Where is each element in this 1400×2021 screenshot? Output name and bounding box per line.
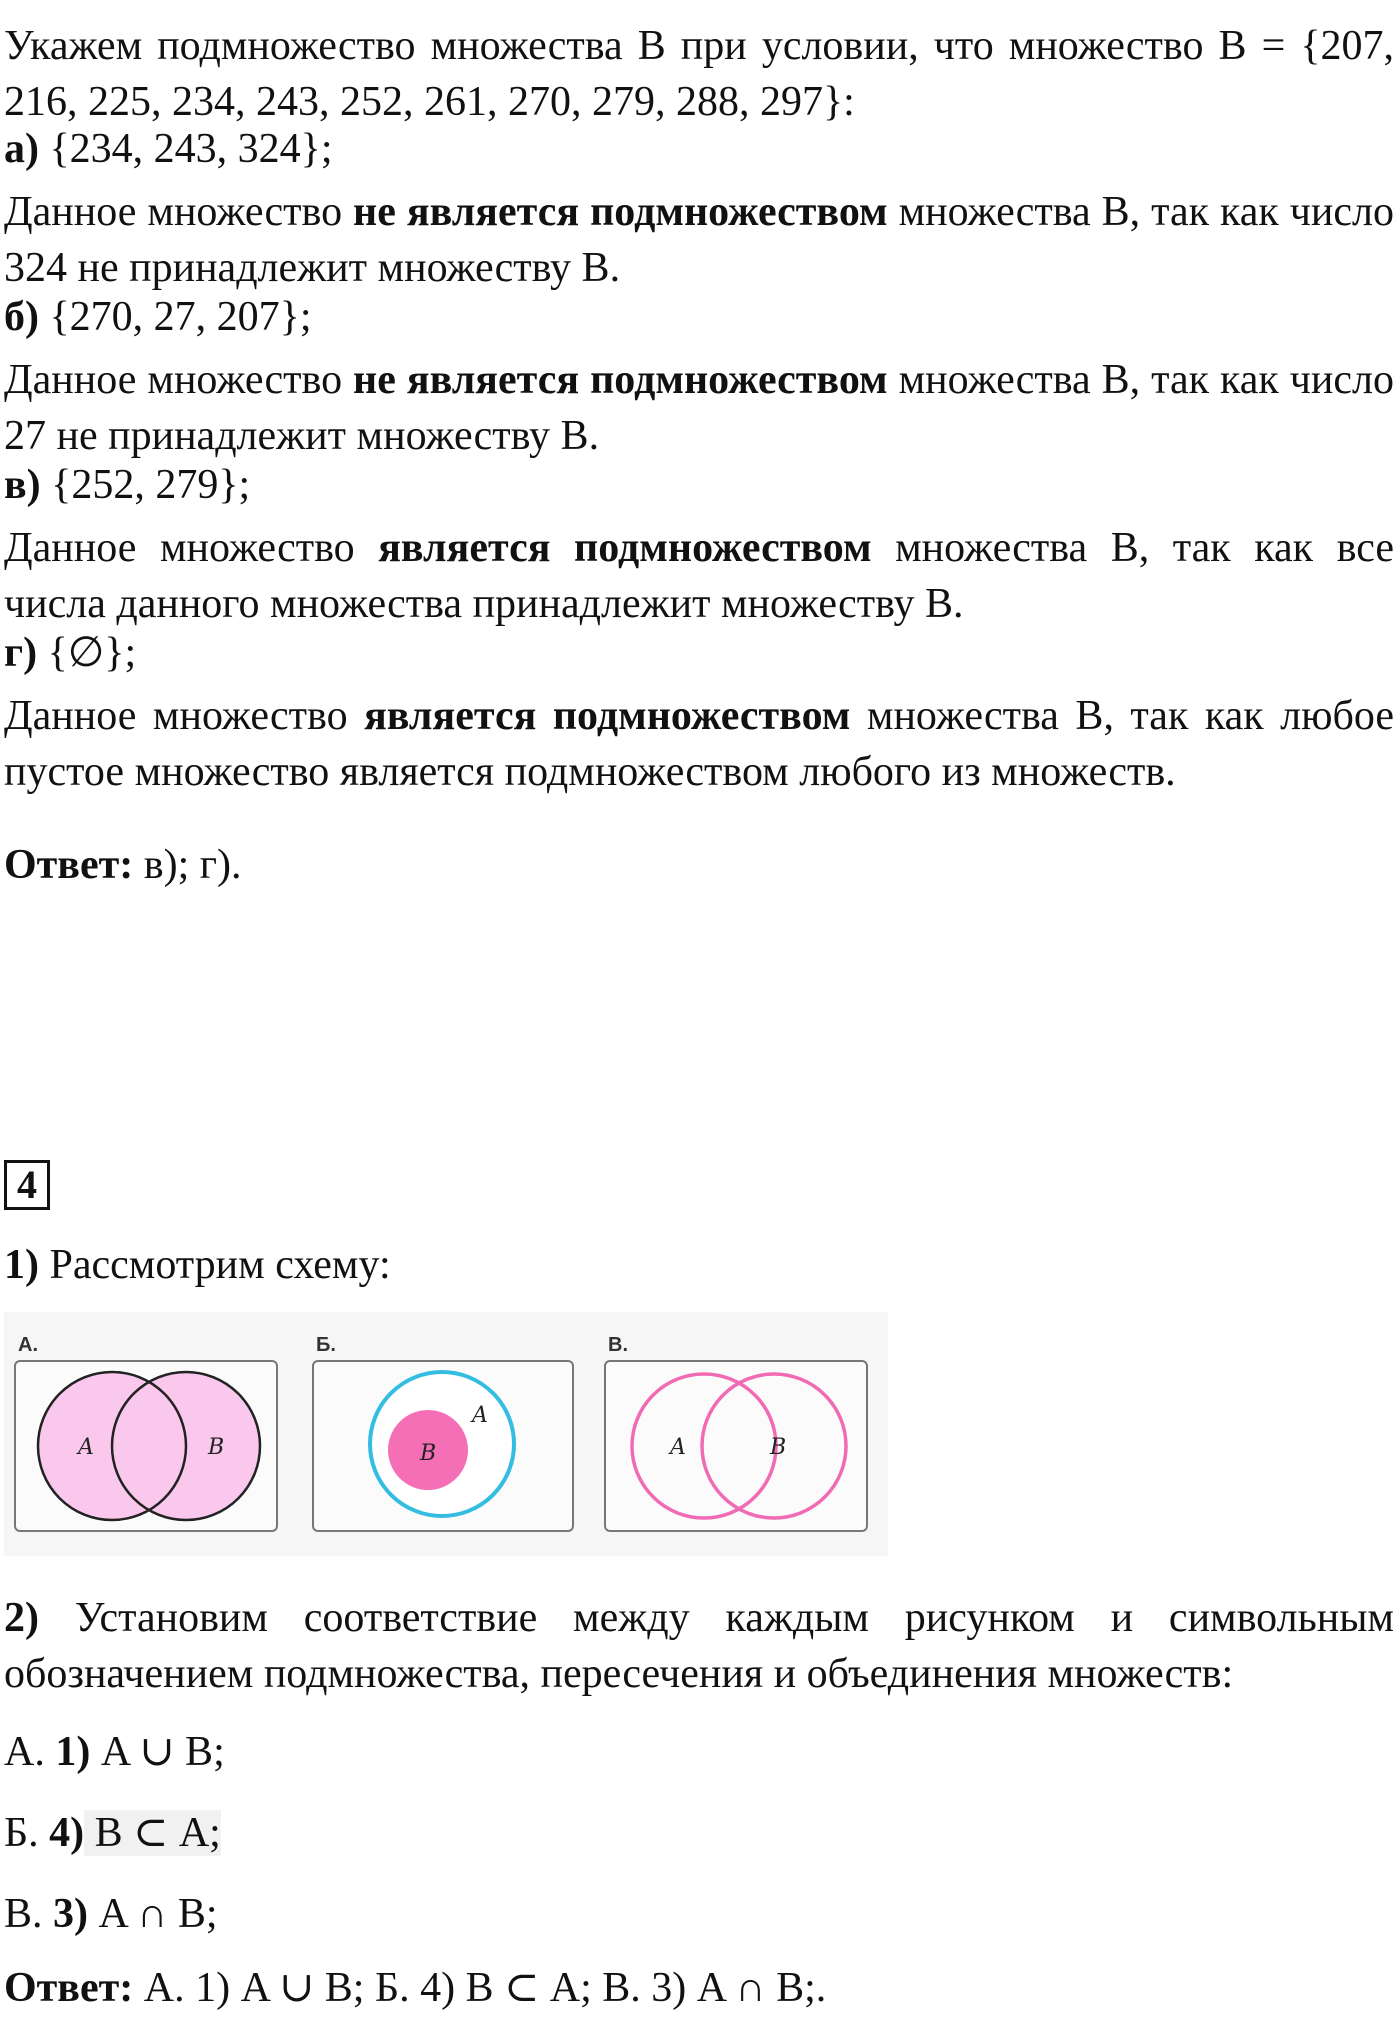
item-g-set [4,625,1394,681]
item-a-label: а) [4,126,39,172]
item-a-set-value: {234, 243, 324}; [39,126,333,172]
item-v-exp-pre: Данное множество [4,525,379,571]
match-a-letter: А. [4,1729,56,1775]
panel-a-set-b: B [208,1435,225,1460]
item-v-exp-post: множества В, так как все числа данного множества принадлежит множеству В. [4,525,1394,627]
step-1 [4,1237,1394,1293]
item-g-exp-bold: является подмножеством [364,693,851,739]
panel-b-subset [312,1360,574,1532]
item-b-set [4,289,1394,345]
item-b-explanation [4,352,1394,464]
item-a-exp-post: множества В, так как число 324 не принадлежит множеству В. [4,189,1394,291]
step-2 [4,1590,1394,1702]
match-a-num: 1) [55,1729,91,1775]
task-number-box [4,1160,50,1210]
panel-v-label: В. [608,1334,628,1356]
answer-1 [4,837,1394,893]
item-a-exp-bold: не является подмножеством [353,189,888,235]
item-a-explanation [4,184,1394,296]
item-g-label: г) [4,630,38,676]
step-2-label: 2) [4,1595,39,1641]
venn-figure [4,1312,888,1556]
step-2-text: Установим соответствие между каждым рисунком и символьным обозначением подмножества, пересечения и объединения множеств: [4,1595,1394,1697]
item-g-exp-post: множества В, так как любое пустое множество является подмножеством любого из множеств. [4,693,1394,795]
panel-a-set-a: A [78,1435,94,1460]
step-1-text: Рассмотрим схему: [39,1242,391,1288]
match-v [4,1886,1394,1942]
match-v-expr: A ∩ B; [88,1891,218,1937]
venn-subset-diagram [314,1362,572,1530]
task-number: 4 [4,1160,50,1210]
panel-v-intersection [604,1360,868,1532]
panel-v-set-a: A [670,1435,686,1460]
answer-2 [4,1960,1394,2016]
match-a [4,1724,1394,1780]
panel-b-label: Б. [316,1334,336,1356]
venn-union-diagram [16,1362,276,1530]
match-b-num: 4) [49,1810,85,1856]
intro-text: Укажем подмножество множества В при условии, что множество В = {207, 216, 225, 234, 243, 252, 261, 270, 279, 288, 297}: [4,23,1394,125]
panel-b-set-b: B [420,1441,437,1466]
match-b-letter: Б. [4,1810,50,1856]
panel-b-set-a: A [472,1403,488,1428]
item-a-set [4,121,1394,177]
answer-2-label: Ответ: [4,1965,134,2011]
item-v-explanation [4,520,1394,632]
answer-2-text: А. 1) A ∪ B; Б. 4) В ⊂ А; В. 3) A ∩ B;. [133,1965,827,2011]
panel-a-label: А. [18,1334,38,1356]
item-a-exp-pre: Данное множество [4,189,354,235]
item-b-label: б) [4,294,39,340]
match-b [4,1805,1394,1861]
item-g-set-value: {∅}; [37,630,137,676]
panel-a-union [14,1360,278,1532]
item-v-exp-bold: является подмножеством [378,525,872,571]
item-b-exp-pre: Данное множество [4,357,354,403]
item-b-set-value: {270, 27, 207}; [39,294,312,340]
item-g-exp-pre: Данное множество [4,693,365,739]
item-v-set [4,457,1394,513]
match-v-letter: В. [4,1891,54,1937]
panel-v-set-b: B [770,1435,787,1460]
venn-v-circle-a [632,1374,776,1518]
answer-1-text: в); г). [133,842,242,888]
item-v-set-value: {252, 279}; [40,462,251,508]
item-v-label: в) [4,462,41,508]
item-b-exp-bold: не является подмножеством [353,357,888,403]
venn-intersection-diagram [606,1362,866,1530]
answer-1-label: Ответ: [4,842,134,888]
match-v-num: 3) [53,1891,89,1937]
match-b-expr: В ⊂ А; [84,1810,221,1856]
step-1-label: 1) [4,1242,39,1288]
match-a-expr: A ∪ B; [90,1729,225,1775]
item-g-explanation [4,688,1394,800]
item-b-exp-post: множества В, так как число 27 не принадлежит множеству В. [4,357,1394,459]
